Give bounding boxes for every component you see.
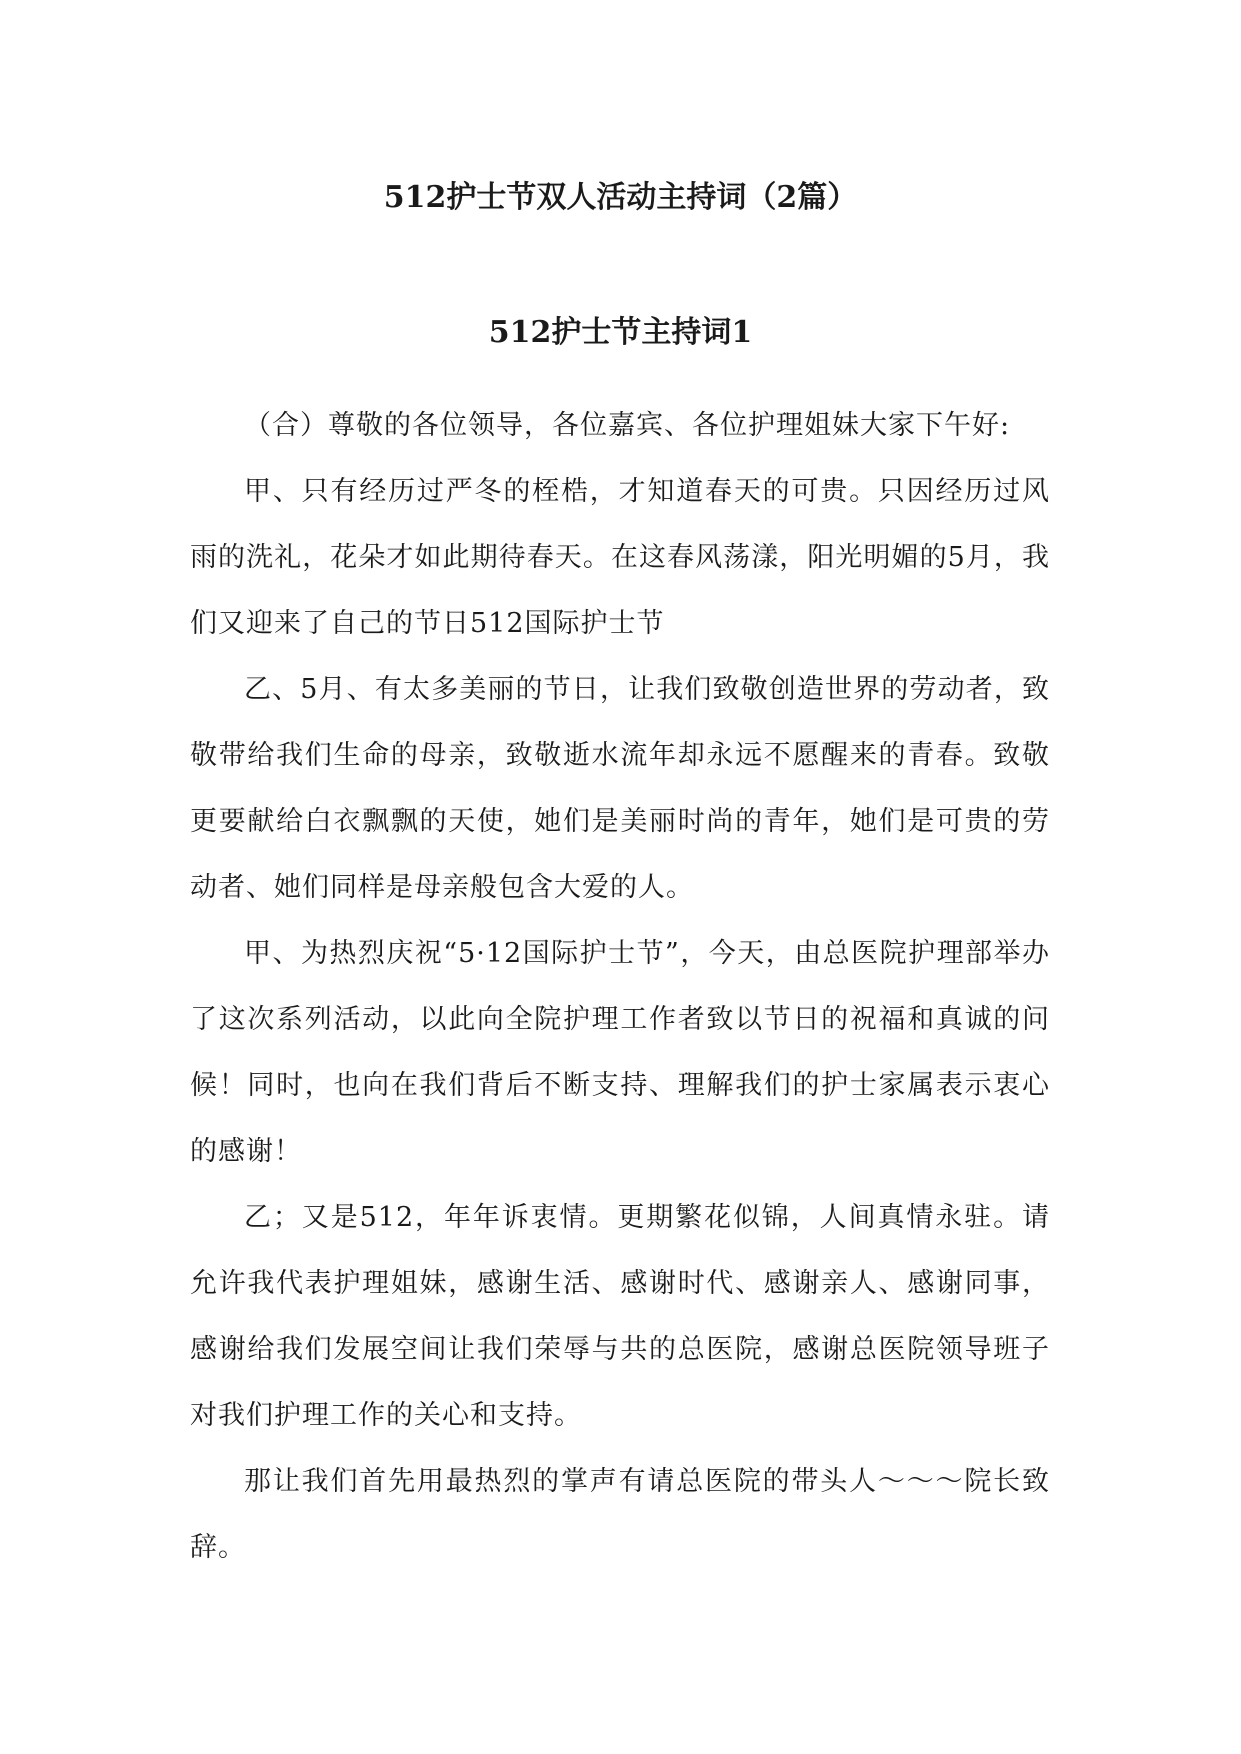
paragraph-greeting: （合）尊敬的各位领导，各位嘉宾、各位护理姐妹大家下午好: [244, 410, 1011, 441]
paragraph-closing: 那让我们首先用最热烈的掌声有请总医院的带头人～～～院长致辞。 [190, 1466, 1050, 1563]
paragraph-jia-1: 甲、只有经历过严冬的桎梏，才知道春天的可贵。只因经历过风雨的洗礼，花朵才如此期待春天。在这春风荡漾，阳光明媚的5月，我们又迎来了自己的节日512国际护士节 [190, 476, 1050, 639]
document-title: 512护士节双人活动主持词（2篇） [383, 180, 858, 215]
paragraph-jia-2: 甲、为热烈庆祝“5·12国际护士节”，今天，由总医院护理部举办了这次系列活动，以此向全院护理工作者致以节日的祝福和真诚的问候！同时，也向在我们背后不断支持、理解我们的护士家属表示衷心的感谢！ [190, 938, 1050, 1167]
paragraph-yi-2: 乙；又是512，年年诉衷情。更期繁花似锦，人间真情永驻。请允许我代表护理姐妹，感谢生活、感谢时代、感谢亲人、感谢同事，感谢给我们发展空间让我们荣辱与共的总医院，感谢总医院领导班子对我们护理工作的关心和支持。 [190, 1202, 1050, 1431]
paragraph-yi-1: 乙、5月、有太多美丽的节日，让我们致敬创造世界的劳动者，致敬带给我们生命的母亲，致敬逝水流年却永远不愿醒来的青春。致敬更要献给白衣飘飘的天使，她们是美丽时尚的青年，她们是可贵的劳动者、她们同样是母亲般包含大爱的人。 [190, 674, 1050, 903]
section-title: 512护士节主持词1 [488, 315, 753, 350]
document-body [190, 393, 1050, 1581]
